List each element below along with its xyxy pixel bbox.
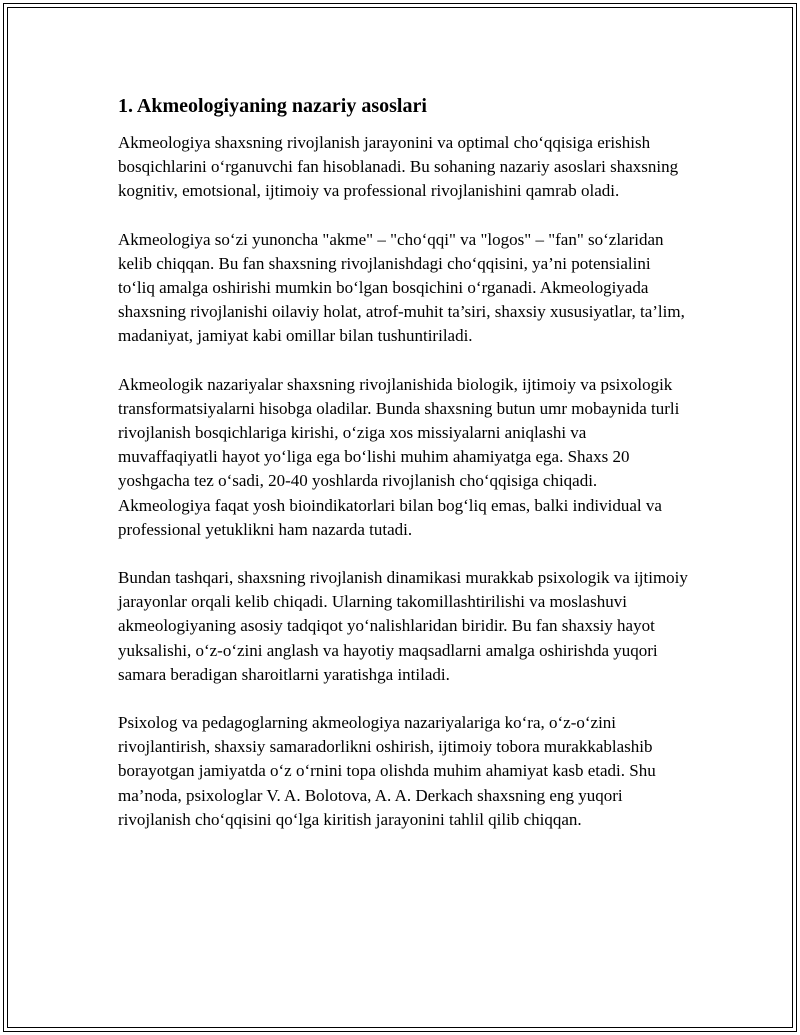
paragraph-1: Akmeologiya shaxsning rivojlanish jarayonini va optimal cho‘qqisiga erishish bosqichlarini o‘rganuvchi fan hisoblanadi. Bu sohaning nazariy asoslari shaxsning kognitiv, emotsional, ijtimoiy va professional rivojlanishini qamrab oladi. <box>118 133 679 201</box>
paragraph-4: Bundan tashqari, shaxsning rivojlanish dinamikasi murakkab psixologik va ijtimoiy jarayonlar orqali kelib chiqadi. Ularning takomillashtirilishi va moslashuvi akmeologiyaning asosiy tadqiqot yo‘nalishlaridan biridir. Bu fan shaxsiy hayot yuksalishi, o‘z-o‘zini anglash va hayotiy maqsadlarni amalga oshirishda yuqori samara beradigan sharoitlarni yaratishga intiladi. <box>118 568 688 684</box>
paragraph-2: Akmeologiya so‘zi yunoncha "akme" – "cho‘qqi" va "logos" – "fan" so‘zlaridan kelib chiqqan. Bu fan shaxsning rivojlanishdagi cho‘qqisini, ya’ni potensialini to‘liq amalga oshirishi mumkin bo‘lgan bosqichini o‘rganadi. Akmeologiyada shaxsning rivojlanishi oilaviy holat, atrof-muhit ta’siri, shaxsiy xususiyatlar, ta’lim, madaniyat, jamiyat kabi omillar bilan tushuntiriladi. <box>118 229 685 346</box>
paragraph-5: Psixolog va pedagoglarning akmeologiya nazariyalariga ko‘ra, o‘z-o‘zini rivojlantirish, shaxsiy samaradorlikni oshirish, ijtimoiy tobora murakkablashib borayotgan jamiyatda o‘z o‘rnini topa olishda muhim ahamiyat kasb etadi. Shu ma’noda, psixologlar V. A. Bolotova, A. A. Derkach shaxsning eng yuqori rivojlanish cho‘qqisini qo‘lga kiritish jarayonini tahlil qilib chiqqan. <box>118 713 656 829</box>
section-heading: 1. Akmeologiyaning nazariy asoslari <box>118 95 427 117</box>
paragraph-3: Akmeologik nazariyalar shaxsning rivojlanishida biologik, ijtimoiy va psixologik transformatsiyalarni hisobga oladilar. Bunda shaxsning butun umr mobaynida turli rivojlanish bosqichlariga kirishi, o‘ziga xos missiyalarni aniqlashi va muvaffaqiyatli hayot yo‘liga ega bo‘lishi muhim ahamiyatga ega. Shaxs 20 yoshgacha tez o‘sadi, 20-40 yoshlarda rivojlanish cho‘qqisiga chiqadi. Akmeologiya faqat yosh bioindikatorlari bilan bog‘liq emas, balki individual va professional yetuklikni ham nazarda tutadi. <box>118 374 680 539</box>
document-body <box>118 93 688 856</box>
